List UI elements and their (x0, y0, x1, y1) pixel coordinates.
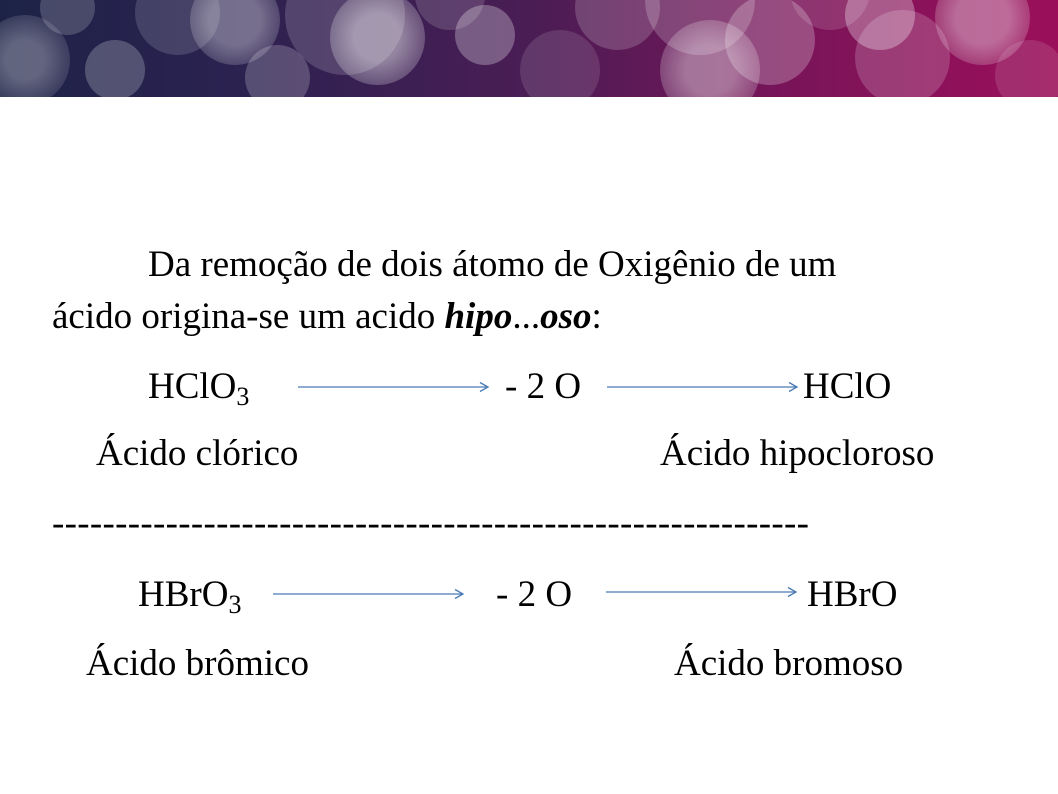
reaction1-reactant-formula (148, 366, 250, 411)
reaction2-reactant-name: Ácido brômico (86, 643, 309, 684)
divider-line: ------------------------------------------------------------ (52, 503, 810, 544)
reaction2-product-name: Ácido bromoso (674, 643, 904, 684)
reaction1-product: HClO (803, 366, 892, 407)
bokeh-circle (455, 5, 515, 65)
intro-oso: oso (540, 296, 592, 337)
reaction1-reactant-name: Ácido clórico (96, 433, 299, 474)
reaction2-reactant-formula (138, 574, 242, 619)
reaction2-product: HBrO (807, 574, 898, 615)
intro-line-2-prefix: ácido origina-se um acido (52, 296, 445, 337)
header-banner (0, 0, 1058, 97)
intro-colon: : (591, 296, 602, 337)
reaction1-reactant-base: HClO (148, 366, 237, 407)
reaction2-arrow-2 (606, 586, 798, 598)
reaction2-reactant-base: HBrO (138, 574, 229, 615)
reaction1-reactant-subscript: 3 (236, 382, 250, 411)
intro-hipo: hipo (444, 296, 513, 337)
reaction2-arrow-1 (273, 588, 465, 600)
reaction1-arrow-2 (607, 381, 799, 393)
reaction1-arrow-1 (298, 381, 490, 393)
bokeh-circle (520, 30, 600, 97)
intro-line-1: Da remoção de dois átomo de Oxigênio de um (148, 244, 837, 285)
intro-dots: ... (512, 296, 541, 337)
reaction2-step: - 2 O (496, 574, 573, 615)
bokeh-circle (330, 0, 425, 85)
reaction1-step: - 2 O (505, 366, 582, 407)
intro-line-2 (52, 298, 602, 335)
bokeh-circle (85, 40, 145, 97)
reaction1-product-name: Ácido hipocloroso (660, 433, 935, 474)
reaction2-reactant-subscript: 3 (228, 590, 242, 619)
